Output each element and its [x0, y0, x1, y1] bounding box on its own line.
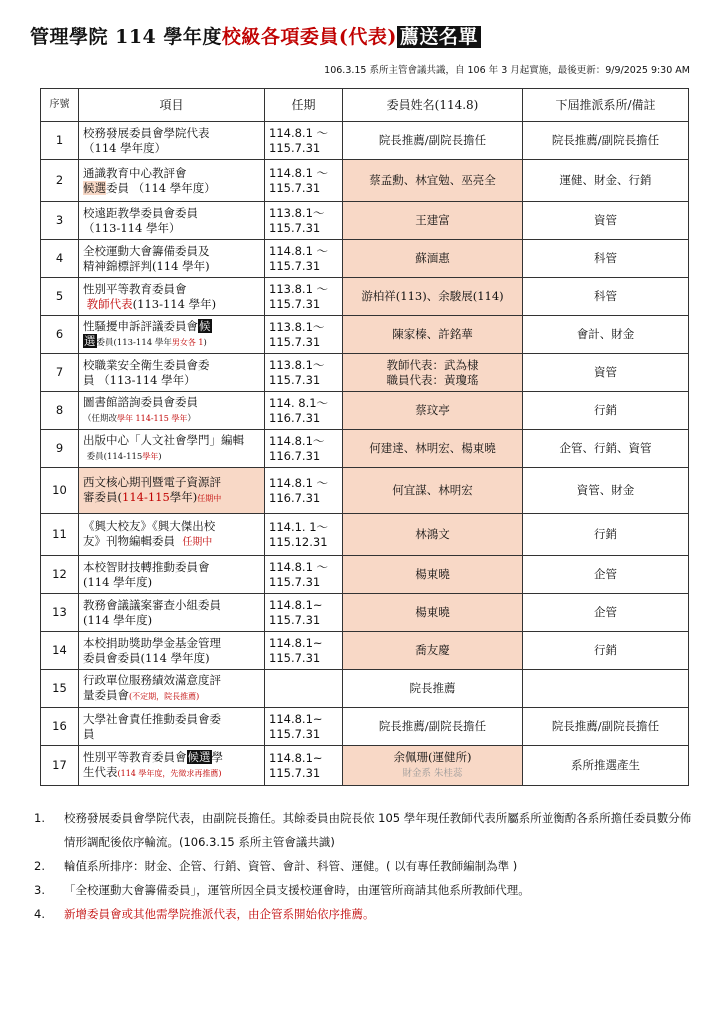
row-next: 科管 — [523, 240, 689, 278]
item-red-text: (114 學年度，先徵求再推薦) — [117, 769, 222, 778]
term-start: 114.8.1 ～ — [269, 475, 329, 490]
note-number: 3. — [34, 883, 45, 897]
term-end: 115.7.31 — [269, 220, 321, 235]
item-red-text: 男女各 1 — [171, 337, 204, 347]
row-item — [79, 746, 265, 786]
row-item — [79, 240, 265, 278]
row-no: 15 — [41, 670, 79, 708]
term-start: 114.8.1~ — [269, 750, 323, 765]
row-term — [265, 708, 343, 746]
row-no: 11 — [41, 514, 79, 556]
item-line: ） — [187, 413, 196, 424]
row-term — [265, 556, 343, 594]
table-row — [41, 392, 689, 430]
table-row — [41, 160, 689, 202]
item-line: 校遠距教學委員會委員 — [83, 205, 198, 220]
item-highlight: 候選 — [83, 180, 106, 195]
row-no: 5 — [41, 278, 79, 316]
row-item — [79, 556, 265, 594]
row-next: 企管 — [523, 594, 689, 632]
row-members: 蘇湎惠 — [343, 240, 523, 278]
note-text: 新增委員會或其他需學院推派代表，由企管系開始依序推薦。 — [64, 907, 375, 921]
table-row — [41, 430, 689, 468]
row-next: 行銷 — [523, 392, 689, 430]
row-item — [79, 708, 265, 746]
term-start: 114.8.1~ — [269, 635, 323, 650]
term-start: 114.8.1 ～ — [269, 165, 329, 180]
term-start: 114.8.1~ — [269, 711, 323, 726]
item-line: 審委員( — [83, 490, 122, 504]
row-members — [343, 746, 523, 786]
header-next: 下屆推派系所/備註 — [523, 89, 689, 122]
row-term — [265, 240, 343, 278]
row-term — [265, 278, 343, 316]
item-red-text: 任期中 — [197, 494, 222, 503]
item-line: 生代表 — [83, 765, 118, 779]
row-no: 16 — [41, 708, 79, 746]
term-start: 114.8.1 ～ — [269, 559, 329, 574]
item-line: 委員(113-114 學年 — [96, 337, 172, 348]
term-start: 114.8.1 ～ — [269, 125, 329, 140]
term-start: 114. 8.1～ — [269, 395, 329, 410]
row-next: 院長推薦/副院長擔任 — [523, 122, 689, 160]
row-members: 院長推薦/副院長擔任 — [343, 122, 523, 160]
term-end: 115.7.31 — [269, 140, 321, 155]
table-row — [41, 316, 689, 354]
title-red: 校級各項委員(代表) — [221, 26, 397, 48]
row-no: 8 — [41, 392, 79, 430]
table-row — [41, 746, 689, 786]
member-line: 教師代表：武為棣 — [386, 357, 479, 372]
term-end: 116.7.31 — [269, 448, 321, 463]
row-next: 會計、財金 — [523, 316, 689, 354]
item-red-text: (不定期，院長推薦) — [129, 692, 200, 701]
term-end: 115.7.31 — [269, 612, 321, 627]
note-number: 4. — [34, 907, 45, 921]
row-item — [79, 278, 265, 316]
term-end: 115.7.31 — [269, 372, 321, 387]
row-next: 資管 — [523, 202, 689, 240]
row-item — [79, 354, 265, 392]
row-next: 科管 — [523, 278, 689, 316]
header-members: 委員姓名(114.8) — [343, 89, 523, 122]
row-no: 2 — [41, 160, 79, 202]
row-term — [265, 430, 343, 468]
row-no: 14 — [41, 632, 79, 670]
row-members: 院長推薦/副院長擔任 — [343, 708, 523, 746]
row-item — [79, 392, 265, 430]
row-term — [265, 746, 343, 786]
item-line: (114 學年度) — [83, 574, 153, 589]
row-no: 7 — [41, 354, 79, 392]
row-term — [265, 514, 343, 556]
item-line: 出版中心「人文社會學門」編輯 — [83, 432, 244, 447]
member-line: 余佩珊(運健所) — [393, 750, 472, 764]
row-item — [79, 632, 265, 670]
table-row — [41, 122, 689, 160]
row-no: 17 — [41, 746, 79, 786]
row-item — [79, 594, 265, 632]
table-row — [41, 514, 689, 556]
item-line: （任期改 — [83, 413, 118, 424]
note-text: 「全校運動大會籌備委員」，運管所因全員支援校運會時，由運管所商請其他系所教師代理。 — [64, 883, 530, 897]
table-row — [41, 354, 689, 392]
row-next: 行銷 — [523, 514, 689, 556]
table-row — [41, 670, 689, 708]
table-row — [41, 708, 689, 746]
item-line: 性別平等教育委員會 — [83, 281, 187, 296]
row-item — [79, 430, 265, 468]
row-next: 資管、財金 — [523, 468, 689, 514]
subtitle: 106.3.15 系所主管會議共識，自 106 年 3 月起實施，最後更新：9/9/2025 9:30 AM — [324, 65, 690, 76]
row-members: 陳家榛、許銘華 — [343, 316, 523, 354]
note-number: 1. — [34, 811, 45, 825]
item-line: 委員 （114 學年度） — [106, 180, 216, 195]
row-term — [265, 160, 343, 202]
header-item: 項目 — [79, 89, 265, 122]
title-row — [30, 22, 700, 56]
term-start: 114.8.1～ — [269, 433, 325, 448]
item-red-text: 學年 — [142, 451, 159, 461]
item-line: 學 — [211, 750, 223, 764]
item-line: 校務發展委員會學院代表 — [83, 125, 210, 140]
item-line: (113-114 學年) — [132, 296, 217, 311]
item-inverted: 候選 — [187, 750, 211, 764]
item-line: 本校捐助獎助學金基金管理 — [83, 635, 221, 650]
term-end: 115.7.31 — [269, 650, 321, 665]
note-item — [34, 878, 694, 902]
term-start: 113.8.1～ — [269, 319, 325, 334]
item-line: ) — [158, 451, 162, 462]
row-term — [265, 202, 343, 240]
row-no: 12 — [41, 556, 79, 594]
item-line: 《興大校友》《興大傑出校 — [83, 519, 216, 533]
item-line: 通識教育中心教評會 — [83, 165, 187, 180]
row-no: 3 — [41, 202, 79, 240]
row-term — [265, 354, 343, 392]
row-next — [523, 670, 689, 708]
row-no: 13 — [41, 594, 79, 632]
row-term — [265, 632, 343, 670]
row-next: 院長推薦/副院長擔任 — [523, 708, 689, 746]
table-row — [41, 240, 689, 278]
item-line: 校職業安全衛生委員會委 — [83, 357, 210, 372]
item-red-text: 任期中 — [182, 537, 213, 548]
row-term — [265, 670, 343, 708]
row-members: 王建富 — [343, 202, 523, 240]
note-number: 2. — [34, 859, 45, 873]
item-line: 大學社會責任推動委員會委 — [83, 711, 221, 726]
table-row — [41, 468, 689, 514]
item-line: (114 學年度) — [83, 612, 153, 627]
term-end: 115.7.31 — [269, 765, 321, 780]
item-line: 圖書館諮詢委員會委員 — [83, 394, 198, 409]
term-end: 115.7.31 — [269, 180, 321, 195]
note-item — [34, 854, 694, 878]
item-line: 委員(114-115 — [86, 451, 143, 462]
row-members: 林鴻文 — [343, 514, 523, 556]
row-next: 企管 — [523, 556, 689, 594]
term-start: 113.8.1～ — [269, 357, 325, 372]
item-inverted: 選 — [84, 333, 96, 348]
table-row — [41, 632, 689, 670]
item-line: 性騷擾申訴評議委員會 — [83, 318, 198, 333]
row-no: 10 — [41, 468, 79, 514]
header-term: 任期 — [265, 89, 343, 122]
term-start: 113.8.1～ — [269, 205, 325, 220]
table-row — [41, 278, 689, 316]
item-line: （113-114 學年） — [83, 220, 181, 235]
row-item — [79, 670, 265, 708]
row-no: 9 — [41, 430, 79, 468]
term-end: 115.7.31 — [269, 726, 321, 741]
row-members: 蔡玟亭 — [343, 392, 523, 430]
row-item — [79, 316, 265, 354]
row-term — [265, 594, 343, 632]
term-end: 116.7.31 — [269, 490, 321, 505]
row-members — [343, 354, 523, 392]
item-line: 委員會委員(114 學年度) — [83, 650, 210, 665]
term-start: 114.8.1 ～ — [269, 243, 329, 258]
term-end: 116.7.31 — [269, 410, 321, 425]
term-end: 115.7.31 — [269, 296, 321, 311]
row-item — [79, 468, 265, 514]
row-no: 1 — [41, 122, 79, 160]
item-line: 友》刊物編輯委員 — [83, 534, 175, 548]
committee-table — [40, 88, 689, 786]
item-red-text: 114-115 — [122, 490, 170, 504]
item-line: 員 （113-114 學年） — [83, 372, 196, 387]
item-line: 全校運動大會籌備委員及 — [83, 243, 210, 258]
term-end: 115.12.31 — [269, 534, 328, 549]
row-item — [79, 202, 265, 240]
item-red-text: 學年 114-115 學年 — [117, 413, 188, 423]
row-term — [265, 468, 343, 514]
item-line: 性別平等教育委員會 — [83, 750, 187, 764]
term-end: 115.7.31 — [269, 574, 321, 589]
row-term — [265, 122, 343, 160]
row-item — [79, 160, 265, 202]
header-no: 序號 — [41, 89, 79, 122]
row-members: 何宜謀、林明宏 — [343, 468, 523, 514]
item-line: 量委員會 — [83, 688, 129, 702]
term-start: 114.8.1~ — [269, 597, 323, 612]
term-end: 115.7.31 — [269, 334, 321, 349]
title-plain: 管理學院 114 學年度 — [30, 26, 222, 48]
row-no: 4 — [41, 240, 79, 278]
note-item — [34, 902, 694, 926]
item-line: 精神錦標評判(114 學年) — [83, 258, 210, 273]
item-line: 學年) — [169, 490, 198, 504]
table-row — [41, 556, 689, 594]
row-next: 系所推選產生 — [523, 746, 689, 786]
row-item — [79, 122, 265, 160]
row-next: 運健、財金、行銷 — [523, 160, 689, 202]
term-end: 115.7.31 — [269, 258, 321, 273]
row-next: 資管 — [523, 354, 689, 392]
row-next: 行銷 — [523, 632, 689, 670]
table-row — [41, 202, 689, 240]
row-next: 企管、行銷、資管 — [523, 430, 689, 468]
row-members: 蔡孟勳、林宜勉、巫亮全 — [343, 160, 523, 202]
row-members: 何建達、林明宏、楊東曉 — [343, 430, 523, 468]
row-members: 楊東曉 — [343, 556, 523, 594]
note-item — [34, 806, 694, 854]
row-members: 楊東曉 — [343, 594, 523, 632]
row-term — [265, 392, 343, 430]
item-red-text: 教師代表 — [86, 296, 133, 311]
term-start: 114.1. 1～ — [269, 519, 329, 534]
row-item — [79, 514, 265, 556]
item-line: 西文核心期刊暨電子資源評 — [83, 475, 221, 489]
notes-list — [34, 806, 694, 926]
row-term — [265, 316, 343, 354]
item-inverted: 候 — [199, 318, 211, 333]
item-line: 教務會議議案審查小組委員 — [83, 597, 221, 612]
page-title — [30, 22, 700, 49]
item-line: 員 — [83, 726, 95, 741]
row-no: 6 — [41, 316, 79, 354]
term-start: 113.8.1 ～ — [269, 281, 329, 296]
item-line: （114 學年度） — [83, 140, 167, 155]
note-text: 輪值系所排序：財金、企管、行銷、資管、會計、科管、運健。( 以有專任教師編制為準 ) — [64, 859, 518, 873]
row-members: 游柏祥(113)、余駿展(114) — [343, 278, 523, 316]
member-line-faded: 財金系 朱桂蕊 — [402, 768, 463, 779]
item-line: 本校智財技轉推動委員會 — [83, 559, 210, 574]
member-line: 職員代表：黃瓊瑤 — [386, 372, 479, 387]
title-inverted: 薦送名單 — [397, 26, 481, 48]
item-line: ) — [203, 337, 207, 348]
row-members: 喬友慶 — [343, 632, 523, 670]
table-row — [41, 594, 689, 632]
row-members: 院長推薦 — [343, 670, 523, 708]
note-text: 校務發展委員會學院代表，由副院長擔任。其餘委員由院長依 105 學年現任教師代表所屬系所並衡酌各系所擔任委員數分佈情形調配後依序輪流。(106.3.15 系所主管會議共識) — [64, 811, 692, 849]
table-header-row — [41, 89, 689, 122]
item-line: 行政單位服務績效滿意度評 — [83, 673, 221, 687]
